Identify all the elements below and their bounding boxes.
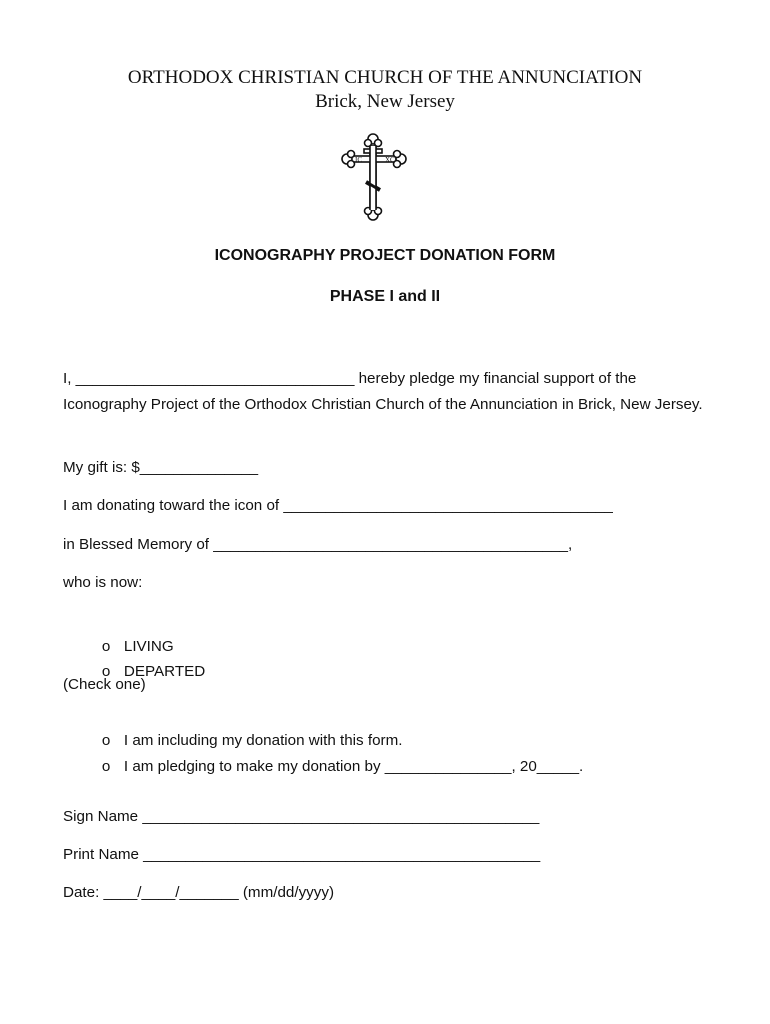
sign-name-line[interactable]: Sign Name _______________________________________________	[63, 808, 540, 825]
orthodox-cross-icon	[340, 132, 408, 222]
status-option-label: DEPARTED	[123, 663, 206, 680]
print-name-line[interactable]: Print Name _______________________________________________	[63, 846, 541, 863]
date-line[interactable]: Date: ____/____/_______ (mm/dd/yyyy)	[63, 884, 335, 901]
form-title: ICONOGRAPHY PROJECT DONATION FORM	[214, 247, 556, 264]
pledge-paragraph: I, _________________________________ hereby pledge my financial support of the Iconography Project of the Orthodox Christian Church of the Annunciation in Brick, New Jersey.	[63, 370, 703, 413]
emblem-left-text: IC	[355, 156, 362, 164]
option-marker: o	[101, 663, 111, 680]
icon-line: I am donating toward the icon of _______________________________________	[63, 497, 613, 514]
donation-option-pledging[interactable]	[85, 728, 583, 806]
church-header	[0, 66, 770, 114]
option-marker: o	[101, 758, 111, 775]
status-option-label: LIVING	[123, 638, 174, 655]
memory-line: in Blessed Memory of __________________________________________,	[63, 536, 573, 553]
donation-option-label: I am pledging to make my donation by _______________, 20_____.	[123, 758, 584, 775]
church-location: Brick, New Jersey	[315, 91, 455, 112]
option-marker: o	[101, 732, 111, 749]
donation-option-label: I am including my donation with this form.	[123, 732, 403, 749]
option-marker: o	[101, 638, 111, 655]
church-name: ORTHODOX CHRISTIAN CHURCH OF THE ANNUNCIATION	[127, 67, 643, 88]
check-one-label: (Check one)	[63, 676, 146, 693]
who-is-now-label: who is now:	[63, 574, 143, 591]
emblem-right-text: XC	[385, 156, 395, 164]
form-subtitle: PHASE I and II	[329, 288, 441, 305]
gift-line: My gift is: $______________	[63, 459, 259, 476]
